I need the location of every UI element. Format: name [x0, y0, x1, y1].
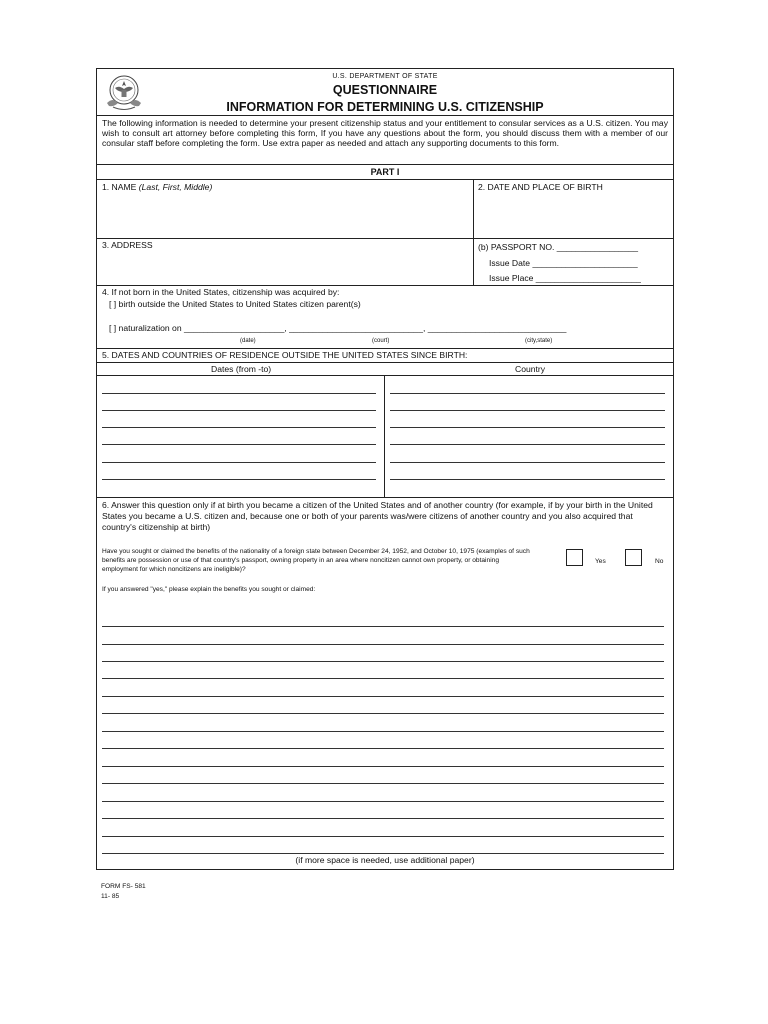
- explanation-line[interactable]: [102, 818, 664, 819]
- no-label: No: [655, 558, 664, 565]
- form-number: FORM FS- 581: [101, 883, 146, 890]
- yes-checkbox[interactable]: [566, 549, 583, 566]
- country-line[interactable]: [390, 393, 665, 394]
- explain-label: If you answered "yes," please explain the benefits you sought or claimed:: [102, 586, 316, 593]
- explanation-line[interactable]: [102, 644, 664, 645]
- court-caption: (court): [372, 338, 390, 344]
- birth-abroad-option[interactable]: [ ] birth outside the United States to United States citizen parent(s): [109, 299, 361, 309]
- country-line[interactable]: [390, 462, 665, 463]
- explanation-line[interactable]: [102, 731, 664, 732]
- divider: [97, 375, 673, 376]
- benefits-question: Have you sought or claimed the benefits of the nationality of a foreign state between December 24, 1952, and October 10, 1975 (examples of such benefits are possession or use of that country's passport, owning property in an area where noncitizen cannot own property, or obtaining employment for which noncitizens are ineligible)?: [102, 548, 530, 573]
- dates-line[interactable]: [102, 479, 376, 480]
- explanation-line[interactable]: [102, 713, 664, 714]
- address-label: 3. ADDRESS: [102, 240, 153, 250]
- city-state-caption: (city,state): [525, 338, 553, 344]
- explanation-line[interactable]: [102, 748, 664, 749]
- divider: [97, 179, 673, 180]
- divider: [384, 375, 385, 497]
- dates-line[interactable]: [102, 393, 376, 394]
- divider: [97, 164, 673, 165]
- date-caption: (date): [240, 338, 256, 344]
- additional-paper-note: (if more space is needed, use additional paper): [295, 855, 475, 865]
- divider: [97, 115, 673, 116]
- dates-line[interactable]: [102, 410, 376, 411]
- form-footer: [101, 882, 146, 902]
- country-line[interactable]: [390, 427, 665, 428]
- explanation-line[interactable]: [102, 836, 664, 837]
- divider: [97, 348, 673, 349]
- explanation-line[interactable]: [102, 696, 664, 697]
- questionnaire-form: [96, 68, 674, 870]
- name-label: 1. NAME (Last, First, Middle): [102, 182, 213, 192]
- birth-label: 2. DATE AND PLACE OF BIRTH: [478, 182, 603, 192]
- yes-label: Yes: [595, 558, 606, 565]
- no-checkbox[interactable]: [625, 549, 642, 566]
- form-date: 11- 85: [101, 893, 120, 900]
- country-line[interactable]: [390, 410, 665, 411]
- issue-date-label: Issue Date ______________________: [489, 258, 638, 268]
- form-subtitle: INFORMATION FOR DETERMINING U.S. CITIZENSHIP: [226, 100, 544, 114]
- explanation-line[interactable]: [102, 801, 664, 802]
- explanation-line[interactable]: [102, 853, 664, 854]
- explanation-line[interactable]: [102, 661, 664, 662]
- divider: [97, 238, 673, 239]
- citizenship-acquired-label: 4. If not born in the United States, citizenship was acquired by:: [102, 287, 340, 297]
- divider: [97, 285, 673, 286]
- dates-line[interactable]: [102, 427, 376, 428]
- explanation-line[interactable]: [102, 783, 664, 784]
- intro-text: The following information is needed to determine your present citizenship status and your entitlement to consular services as a U.S. citizen. You may wish to consult art attorney before completing this form, If you have any questions about the form, you should discuss them with a member of our consular staff before completing the form. Use extra paper as needed and attach any supporting documents to this form.: [102, 118, 668, 148]
- divider: [473, 179, 474, 285]
- passport-number-label: (b) PASSPORT NO. _________________: [478, 242, 639, 252]
- explanation-line[interactable]: [102, 766, 664, 767]
- divider: [97, 497, 673, 498]
- dual-citizenship-label: 6. Answer this question only if at birth you became a citizen of the United States and of another country (for example, if by your birth in the United States you became a U.S. citizen and, because one or both of your parents was/were citizens of another country and you also acquired that country's citizenship at birth): [102, 500, 653, 532]
- residence-abroad-label: 5. DATES AND COUNTRIES OF RESIDENCE OUTSIDE THE UNITED STATES SINCE BIRTH:: [102, 350, 468, 360]
- department-name: U.S. DEPARTMENT OF STATE: [332, 73, 438, 80]
- part-label: PART I: [370, 167, 400, 177]
- dates-column-header: Dates (from -to): [211, 364, 272, 374]
- country-column-header: Country: [515, 364, 546, 374]
- issue-place-label: Issue Place ______________________: [489, 273, 641, 283]
- naturalization-option[interactable]: [ ] naturalization on _____________________, ____________________________, _____________________________: [109, 323, 567, 333]
- country-line[interactable]: [390, 479, 665, 480]
- divider: [97, 362, 673, 363]
- country-line[interactable]: [390, 444, 665, 445]
- dates-line[interactable]: [102, 444, 376, 445]
- explanation-line[interactable]: [102, 678, 664, 679]
- dates-line[interactable]: [102, 462, 376, 463]
- explanation-line[interactable]: [102, 626, 664, 627]
- form-title: QUESTIONNAIRE: [332, 83, 438, 97]
